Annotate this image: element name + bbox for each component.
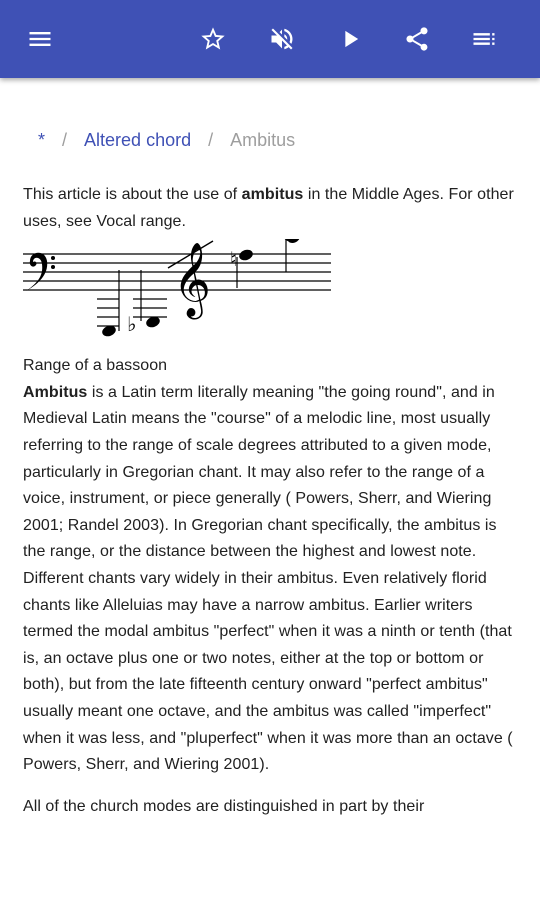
play-icon: [336, 25, 364, 53]
breadcrumb-separator: /: [208, 129, 214, 150]
paragraph-text: is a Latin term literally meaning "the going round", and in Medieval Latin means the "course" of a melodic line, most usually referring to the range of scale degrees attributed to a given mode, particularly in Gregorian chant. It may also refer to the range of a voice, instrument, or piece generally ( Powers, Sherr, and Wiering 2001; Randel 2003). In Gregorian chant specifically, the ambitus is the range, or the distance between the highest and lowest note. Different chants vary widely in their ambitus. Even relatively florid chants like Alleluias may have a narrow ambitus. Earlier writers termed the modal ambitus "perfect" when it was a ninth or tenth (that is, an octave plus one or two notes, either at the top or bottom or both), but from the late fifteenth century onward "perfect ambitus" usually meant one octave, and the ambitus was called "imperfect" when it was less, and "pluperfect" when it was more than an octave ( Powers, Sherr, and Wiering 2001).: [23, 383, 513, 774]
toc-button[interactable]: [464, 19, 504, 59]
music-staff-image: [23, 239, 335, 351]
menu-icon: [26, 25, 54, 53]
mute-button[interactable]: [262, 19, 302, 59]
breadcrumb-parent-link[interactable]: Altered chord: [84, 129, 192, 150]
menu-button[interactable]: [20, 19, 60, 59]
article-content: [23, 182, 520, 820]
toc-list-icon: [470, 25, 498, 53]
share-icon: [403, 25, 431, 53]
bassoon-range-figure[interactable]: [23, 239, 335, 351]
figure-caption: Range of a bassoon: [23, 357, 168, 375]
favorite-button[interactable]: [193, 19, 233, 59]
breadcrumb: [38, 128, 295, 152]
breadcrumb-current: Ambitus: [230, 129, 296, 150]
svg-text:𝄞: 𝄞: [173, 243, 211, 318]
article-paragraph: All of the church modes are distinguished in part by their: [23, 797, 425, 815]
hatnote: [23, 182, 520, 235]
term-bold: Ambitus: [23, 383, 88, 401]
app-bar: [0, 0, 540, 78]
star-outline-icon: [199, 25, 227, 53]
hatnote-text-end[interactable]: in the Middle Ages. For other uses, see Vocal range.: [23, 186, 514, 230]
hatnote-text: This article is about the use of: [23, 186, 242, 203]
hatnote-bold: ambitus: [241, 186, 304, 203]
article-paragraph: [23, 380, 520, 779]
svg-text:♭: ♭: [127, 312, 137, 337]
volume-off-icon: [268, 25, 296, 53]
play-button[interactable]: [330, 19, 370, 59]
breadcrumb-home-link[interactable]: *: [38, 129, 46, 150]
breadcrumb-separator: /: [62, 129, 68, 150]
share-button[interactable]: [397, 19, 437, 59]
svg-text:♮: ♮: [230, 247, 238, 272]
